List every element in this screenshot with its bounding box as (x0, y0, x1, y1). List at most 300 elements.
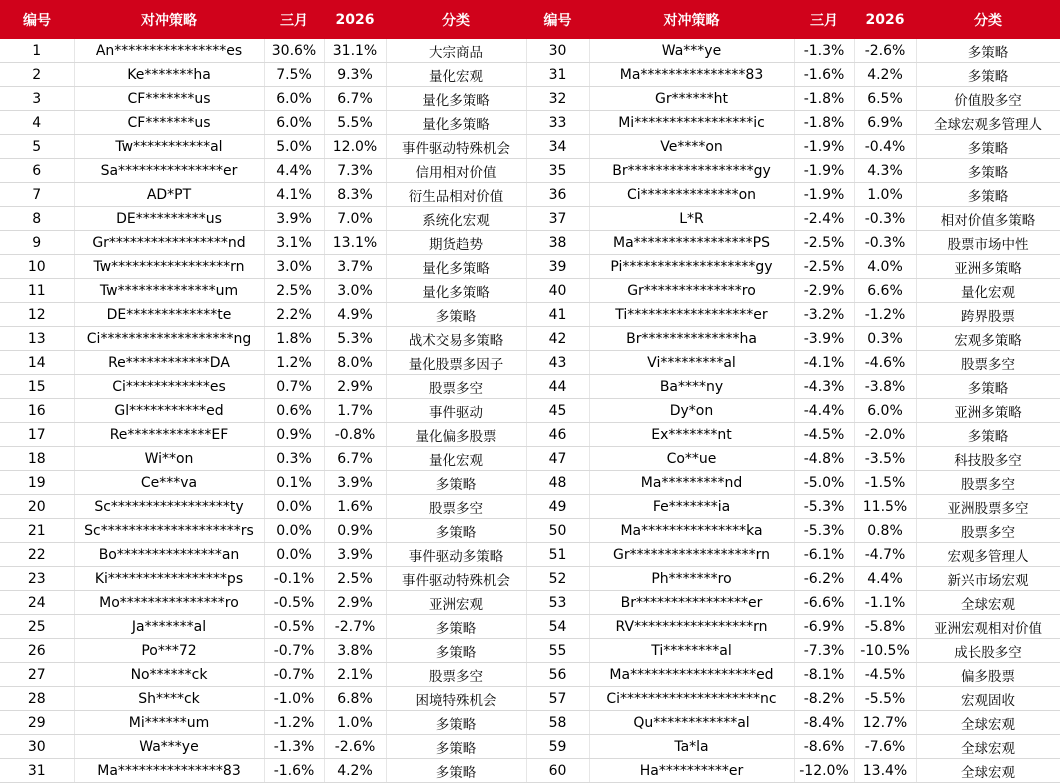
right-march-cell: -2.4% (794, 207, 854, 231)
left-ytd-cell: 1.7% (324, 399, 386, 423)
left-march-cell: 7.5% (264, 63, 324, 87)
right-ytd-cell: -4.6% (854, 351, 916, 375)
left-ytd-cell: 5.3% (324, 327, 386, 351)
table-row (0, 63, 1060, 87)
table-row (0, 711, 1060, 735)
left-category-cell: 事件驱动特殊机会 (386, 135, 526, 159)
right-march-cell: -8.4% (794, 711, 854, 735)
right-march-cell: -3.9% (794, 327, 854, 351)
left-strategy-cell: Po***72 (74, 639, 264, 663)
right-id-cell: 51 (526, 543, 589, 567)
right-ytd-cell: 6.6% (854, 279, 916, 303)
left-category-cell: 股票多空 (386, 495, 526, 519)
right-strategy-cell: Ph*******ro (589, 567, 794, 591)
left-ytd-cell: -2.7% (324, 615, 386, 639)
left-march-cell: -0.5% (264, 591, 324, 615)
right-strategy-cell: Ti******************er (589, 303, 794, 327)
left-march-cell: 3.0% (264, 255, 324, 279)
left-strategy-cell: Sh****ck (74, 687, 264, 711)
right-category-cell: 宏观多管理人 (916, 543, 1060, 567)
left-category-cell: 多策略 (386, 735, 526, 759)
right-id-cell: 44 (526, 375, 589, 399)
left-ytd-cell: 2.9% (324, 591, 386, 615)
right-category-cell: 股票多空 (916, 519, 1060, 543)
right-category-cell: 跨界股票 (916, 303, 1060, 327)
left-ytd-cell: 2.1% (324, 663, 386, 687)
right-category-cell: 全球宏观多管理人 (916, 111, 1060, 135)
left-id-cell: 5 (0, 135, 74, 159)
left-id-cell: 30 (0, 735, 74, 759)
left-id-cell: 16 (0, 399, 74, 423)
right-ytd-cell: -4.7% (854, 543, 916, 567)
right-id-cell: 55 (526, 639, 589, 663)
left-category-cell: 量化多策略 (386, 111, 526, 135)
right-category-cell: 股票多空 (916, 351, 1060, 375)
left-id-cell: 19 (0, 471, 74, 495)
left-ytd-cell: 3.9% (324, 471, 386, 495)
left-march-cell: 6.0% (264, 87, 324, 111)
right-strategy-cell: Wa***ye (589, 39, 794, 63)
left-strategy-cell: Ke*******ha (74, 63, 264, 87)
left-id-cell: 18 (0, 447, 74, 471)
left-ytd-cell: 5.5% (324, 111, 386, 135)
left-march-cell: 2.2% (264, 303, 324, 327)
left-strategy-cell: Tw***********al (74, 135, 264, 159)
right-march-cell: -8.2% (794, 687, 854, 711)
left-category-cell: 期货趋势 (386, 231, 526, 255)
right-category-cell: 多策略 (916, 39, 1060, 63)
left-id-cell: 23 (0, 567, 74, 591)
right-strategy-cell: Gr**************ro (589, 279, 794, 303)
header-id-left: 编号 (0, 0, 74, 39)
right-ytd-cell: 4.3% (854, 159, 916, 183)
right-id-cell: 56 (526, 663, 589, 687)
right-category-cell: 全球宏观 (916, 735, 1060, 759)
right-strategy-cell: Ma*********nd (589, 471, 794, 495)
left-ytd-cell: 7.3% (324, 159, 386, 183)
left-category-cell: 多策略 (386, 711, 526, 735)
right-ytd-cell: 4.0% (854, 255, 916, 279)
left-id-cell: 31 (0, 759, 74, 783)
left-id-cell: 25 (0, 615, 74, 639)
left-id-cell: 12 (0, 303, 74, 327)
table-row (0, 639, 1060, 663)
right-ytd-cell: -3.8% (854, 375, 916, 399)
header-row (0, 0, 1060, 39)
right-id-cell: 35 (526, 159, 589, 183)
left-id-cell: 8 (0, 207, 74, 231)
left-strategy-cell: Sc*****************ty (74, 495, 264, 519)
right-id-cell: 41 (526, 303, 589, 327)
left-march-cell: 0.1% (264, 471, 324, 495)
right-march-cell: -4.4% (794, 399, 854, 423)
right-id-cell: 31 (526, 63, 589, 87)
right-id-cell: 32 (526, 87, 589, 111)
left-id-cell: 17 (0, 423, 74, 447)
left-march-cell: 4.4% (264, 159, 324, 183)
header-strategy-left: 对冲策略 (74, 0, 264, 39)
left-strategy-cell: Ma***************83 (74, 759, 264, 783)
left-category-cell: 股票多空 (386, 663, 526, 687)
right-strategy-cell: Ex*******nt (589, 423, 794, 447)
left-category-cell: 多策略 (386, 615, 526, 639)
right-category-cell: 亚洲多策略 (916, 399, 1060, 423)
right-category-cell: 全球宏观 (916, 591, 1060, 615)
left-category-cell: 困境特殊机会 (386, 687, 526, 711)
right-id-cell: 38 (526, 231, 589, 255)
left-march-cell: 3.1% (264, 231, 324, 255)
right-march-cell: -4.1% (794, 351, 854, 375)
left-category-cell: 信用相对价值 (386, 159, 526, 183)
left-ytd-cell: 3.9% (324, 543, 386, 567)
left-march-cell: -1.6% (264, 759, 324, 783)
right-id-cell: 53 (526, 591, 589, 615)
right-ytd-cell: -7.6% (854, 735, 916, 759)
right-strategy-cell: Co**ue (589, 447, 794, 471)
left-march-cell: -0.5% (264, 615, 324, 639)
left-ytd-cell: 3.8% (324, 639, 386, 663)
left-march-cell: 0.9% (264, 423, 324, 447)
right-strategy-cell: Fe*******ia (589, 495, 794, 519)
table-row (0, 255, 1060, 279)
left-id-cell: 20 (0, 495, 74, 519)
right-strategy-cell: Pi*******************gy (589, 255, 794, 279)
left-id-cell: 2 (0, 63, 74, 87)
left-ytd-cell: 13.1% (324, 231, 386, 255)
left-march-cell: -1.0% (264, 687, 324, 711)
left-id-cell: 3 (0, 87, 74, 111)
right-id-cell: 45 (526, 399, 589, 423)
left-ytd-cell: 2.9% (324, 375, 386, 399)
right-strategy-cell: Gr******ht (589, 87, 794, 111)
right-strategy-cell: Vi*********al (589, 351, 794, 375)
left-strategy-cell: DE**********us (74, 207, 264, 231)
right-ytd-cell: -1.1% (854, 591, 916, 615)
left-ytd-cell: 6.7% (324, 447, 386, 471)
right-id-cell: 60 (526, 759, 589, 783)
right-strategy-cell: Br******************gy (589, 159, 794, 183)
right-ytd-cell: -2.6% (854, 39, 916, 63)
right-ytd-cell: 6.9% (854, 111, 916, 135)
table-row (0, 567, 1060, 591)
right-march-cell: -8.6% (794, 735, 854, 759)
left-strategy-cell: Ce***va (74, 471, 264, 495)
left-category-cell: 股票多空 (386, 375, 526, 399)
header-2026-left: 2026 (324, 0, 386, 39)
right-strategy-cell: Ci**************on (589, 183, 794, 207)
right-ytd-cell: -1.2% (854, 303, 916, 327)
header-2026-right: 2026 (854, 0, 916, 39)
right-ytd-cell: 6.5% (854, 87, 916, 111)
table-row (0, 591, 1060, 615)
table-row (0, 399, 1060, 423)
right-id-cell: 52 (526, 567, 589, 591)
right-ytd-cell: -10.5% (854, 639, 916, 663)
right-march-cell: -6.1% (794, 543, 854, 567)
left-march-cell: 1.8% (264, 327, 324, 351)
right-ytd-cell: -1.5% (854, 471, 916, 495)
left-march-cell: 1.2% (264, 351, 324, 375)
right-id-cell: 46 (526, 423, 589, 447)
header-march-left: 三月 (264, 0, 324, 39)
header-march-right: 三月 (794, 0, 854, 39)
right-id-cell: 39 (526, 255, 589, 279)
left-march-cell: 3.9% (264, 207, 324, 231)
left-march-cell: 6.0% (264, 111, 324, 135)
right-category-cell: 亚洲宏观相对价值 (916, 615, 1060, 639)
table-row (0, 303, 1060, 327)
right-march-cell: -6.6% (794, 591, 854, 615)
right-strategy-cell: Ma*****************PS (589, 231, 794, 255)
left-strategy-cell: Sc********************rs (74, 519, 264, 543)
right-march-cell: -2.5% (794, 255, 854, 279)
table-row (0, 351, 1060, 375)
left-category-cell: 系统化宏观 (386, 207, 526, 231)
left-id-cell: 15 (0, 375, 74, 399)
left-march-cell: 30.6% (264, 39, 324, 63)
left-strategy-cell: Re************DA (74, 351, 264, 375)
right-strategy-cell: Ci********************nc (589, 687, 794, 711)
right-id-cell: 43 (526, 351, 589, 375)
right-ytd-cell: 12.7% (854, 711, 916, 735)
right-strategy-cell: Ba****ny (589, 375, 794, 399)
left-strategy-cell: Gr*****************nd (74, 231, 264, 255)
left-category-cell: 事件驱动特殊机会 (386, 567, 526, 591)
right-id-cell: 58 (526, 711, 589, 735)
table-row (0, 447, 1060, 471)
table-row (0, 279, 1060, 303)
left-id-cell: 27 (0, 663, 74, 687)
right-category-cell: 相对价值多策略 (916, 207, 1060, 231)
left-id-cell: 26 (0, 639, 74, 663)
right-id-cell: 36 (526, 183, 589, 207)
right-ytd-cell: -4.5% (854, 663, 916, 687)
right-strategy-cell: Ha**********er (589, 759, 794, 783)
left-strategy-cell: An****************es (74, 39, 264, 63)
right-march-cell: -8.1% (794, 663, 854, 687)
left-strategy-cell: Re************EF (74, 423, 264, 447)
left-ytd-cell: 1.0% (324, 711, 386, 735)
left-strategy-cell: CF*******us (74, 111, 264, 135)
right-ytd-cell: -0.4% (854, 135, 916, 159)
left-ytd-cell: 31.1% (324, 39, 386, 63)
left-ytd-cell: 6.7% (324, 87, 386, 111)
right-ytd-cell: -5.8% (854, 615, 916, 639)
right-category-cell: 宏观固收 (916, 687, 1060, 711)
table-row (0, 423, 1060, 447)
table-row (0, 135, 1060, 159)
left-id-cell: 28 (0, 687, 74, 711)
right-march-cell: -7.3% (794, 639, 854, 663)
right-march-cell: -12.0% (794, 759, 854, 783)
left-ytd-cell: 7.0% (324, 207, 386, 231)
left-category-cell: 多策略 (386, 759, 526, 783)
right-march-cell: -6.9% (794, 615, 854, 639)
right-strategy-cell: Gr******************rn (589, 543, 794, 567)
right-ytd-cell: 6.0% (854, 399, 916, 423)
left-march-cell: 4.1% (264, 183, 324, 207)
right-march-cell: -1.9% (794, 183, 854, 207)
left-march-cell: 0.6% (264, 399, 324, 423)
right-category-cell: 宏观多策略 (916, 327, 1060, 351)
left-id-cell: 9 (0, 231, 74, 255)
left-ytd-cell: 8.3% (324, 183, 386, 207)
left-ytd-cell: 4.9% (324, 303, 386, 327)
left-id-cell: 7 (0, 183, 74, 207)
left-category-cell: 量化宏观 (386, 63, 526, 87)
left-category-cell: 衍生品相对价值 (386, 183, 526, 207)
right-ytd-cell: 4.4% (854, 567, 916, 591)
left-strategy-cell: CF*******us (74, 87, 264, 111)
left-id-cell: 10 (0, 255, 74, 279)
left-march-cell: -1.3% (264, 735, 324, 759)
right-category-cell: 多策略 (916, 183, 1060, 207)
right-category-cell: 偏多股票 (916, 663, 1060, 687)
right-ytd-cell: -3.5% (854, 447, 916, 471)
table-row (0, 39, 1060, 63)
right-march-cell: -5.0% (794, 471, 854, 495)
table-row (0, 327, 1060, 351)
right-category-cell: 多策略 (916, 423, 1060, 447)
left-id-cell: 1 (0, 39, 74, 63)
header-category-right: 分类 (916, 0, 1060, 39)
left-id-cell: 29 (0, 711, 74, 735)
left-id-cell: 4 (0, 111, 74, 135)
left-strategy-cell: Wi**on (74, 447, 264, 471)
table-row (0, 687, 1060, 711)
right-ytd-cell: -5.5% (854, 687, 916, 711)
left-category-cell: 量化偏多股票 (386, 423, 526, 447)
left-ytd-cell: -2.6% (324, 735, 386, 759)
left-march-cell: -1.2% (264, 711, 324, 735)
right-ytd-cell: -2.0% (854, 423, 916, 447)
right-march-cell: -4.3% (794, 375, 854, 399)
right-id-cell: 57 (526, 687, 589, 711)
left-id-cell: 13 (0, 327, 74, 351)
left-march-cell: -0.1% (264, 567, 324, 591)
right-strategy-cell: Ta*la (589, 735, 794, 759)
right-ytd-cell: 0.8% (854, 519, 916, 543)
right-ytd-cell: -0.3% (854, 231, 916, 255)
right-id-cell: 42 (526, 327, 589, 351)
right-march-cell: -2.5% (794, 231, 854, 255)
left-strategy-cell: Wa***ye (74, 735, 264, 759)
right-id-cell: 33 (526, 111, 589, 135)
left-strategy-cell: Ci*******************ng (74, 327, 264, 351)
left-id-cell: 11 (0, 279, 74, 303)
right-march-cell: -5.3% (794, 519, 854, 543)
table-row (0, 663, 1060, 687)
left-ytd-cell: 1.6% (324, 495, 386, 519)
right-category-cell: 成长股多空 (916, 639, 1060, 663)
left-category-cell: 战术交易多策略 (386, 327, 526, 351)
right-strategy-cell: Mi*****************ic (589, 111, 794, 135)
left-ytd-cell: 2.5% (324, 567, 386, 591)
right-category-cell: 全球宏观 (916, 759, 1060, 783)
right-strategy-cell: Ma******************ed (589, 663, 794, 687)
left-category-cell: 多策略 (386, 519, 526, 543)
left-strategy-cell: No******ck (74, 663, 264, 687)
table-row (0, 495, 1060, 519)
right-strategy-cell: L*R (589, 207, 794, 231)
right-id-cell: 40 (526, 279, 589, 303)
left-category-cell: 亚洲宏观 (386, 591, 526, 615)
left-strategy-cell: AD*PT (74, 183, 264, 207)
left-category-cell: 多策略 (386, 303, 526, 327)
left-category-cell: 事件驱动多策略 (386, 543, 526, 567)
right-ytd-cell: 13.4% (854, 759, 916, 783)
left-category-cell: 多策略 (386, 471, 526, 495)
right-strategy-cell: RV*****************rn (589, 615, 794, 639)
right-march-cell: -1.8% (794, 111, 854, 135)
right-strategy-cell: Ti********al (589, 639, 794, 663)
right-id-cell: 48 (526, 471, 589, 495)
left-ytd-cell: 4.2% (324, 759, 386, 783)
right-march-cell: -4.8% (794, 447, 854, 471)
left-strategy-cell: Mo***************ro (74, 591, 264, 615)
right-category-cell: 股票多空 (916, 471, 1060, 495)
right-march-cell: -6.2% (794, 567, 854, 591)
left-strategy-cell: Ki*****************ps (74, 567, 264, 591)
right-march-cell: -1.9% (794, 159, 854, 183)
right-strategy-cell: Qu************al (589, 711, 794, 735)
left-strategy-cell: Tw*****************rn (74, 255, 264, 279)
right-category-cell: 价值股多空 (916, 87, 1060, 111)
left-march-cell: 0.0% (264, 519, 324, 543)
right-march-cell: -1.8% (794, 87, 854, 111)
header-id-right: 编号 (526, 0, 589, 39)
table-row (0, 159, 1060, 183)
left-march-cell: 0.0% (264, 495, 324, 519)
right-march-cell: -1.3% (794, 39, 854, 63)
left-id-cell: 14 (0, 351, 74, 375)
right-march-cell: -5.3% (794, 495, 854, 519)
right-category-cell: 亚洲多策略 (916, 255, 1060, 279)
right-category-cell: 多策略 (916, 159, 1060, 183)
left-ytd-cell: -0.8% (324, 423, 386, 447)
header-strategy-right: 对冲策略 (589, 0, 794, 39)
right-strategy-cell: Ma***************83 (589, 63, 794, 87)
left-strategy-cell: Ci************es (74, 375, 264, 399)
right-strategy-cell: Ma***************ka (589, 519, 794, 543)
right-strategy-cell: Dy*on (589, 399, 794, 423)
table-row (0, 183, 1060, 207)
left-march-cell: 0.0% (264, 543, 324, 567)
left-ytd-cell: 9.3% (324, 63, 386, 87)
right-category-cell: 新兴市场宏观 (916, 567, 1060, 591)
left-category-cell: 事件驱动 (386, 399, 526, 423)
left-category-cell: 多策略 (386, 639, 526, 663)
left-ytd-cell: 12.0% (324, 135, 386, 159)
right-strategy-cell: Br**************ha (589, 327, 794, 351)
table-row (0, 375, 1060, 399)
left-category-cell: 量化宏观 (386, 447, 526, 471)
right-category-cell: 全球宏观 (916, 711, 1060, 735)
right-category-cell: 量化宏观 (916, 279, 1060, 303)
right-march-cell: -1.9% (794, 135, 854, 159)
right-id-cell: 30 (526, 39, 589, 63)
left-category-cell: 量化多策略 (386, 255, 526, 279)
right-category-cell: 多策略 (916, 63, 1060, 87)
table-row (0, 87, 1060, 111)
right-strategy-cell: Ve****on (589, 135, 794, 159)
left-strategy-cell: Sa***************er (74, 159, 264, 183)
right-category-cell: 亚洲股票多空 (916, 495, 1060, 519)
right-march-cell: -2.9% (794, 279, 854, 303)
left-march-cell: -0.7% (264, 663, 324, 687)
left-strategy-cell: Tw**************um (74, 279, 264, 303)
header-category-left: 分类 (386, 0, 526, 39)
